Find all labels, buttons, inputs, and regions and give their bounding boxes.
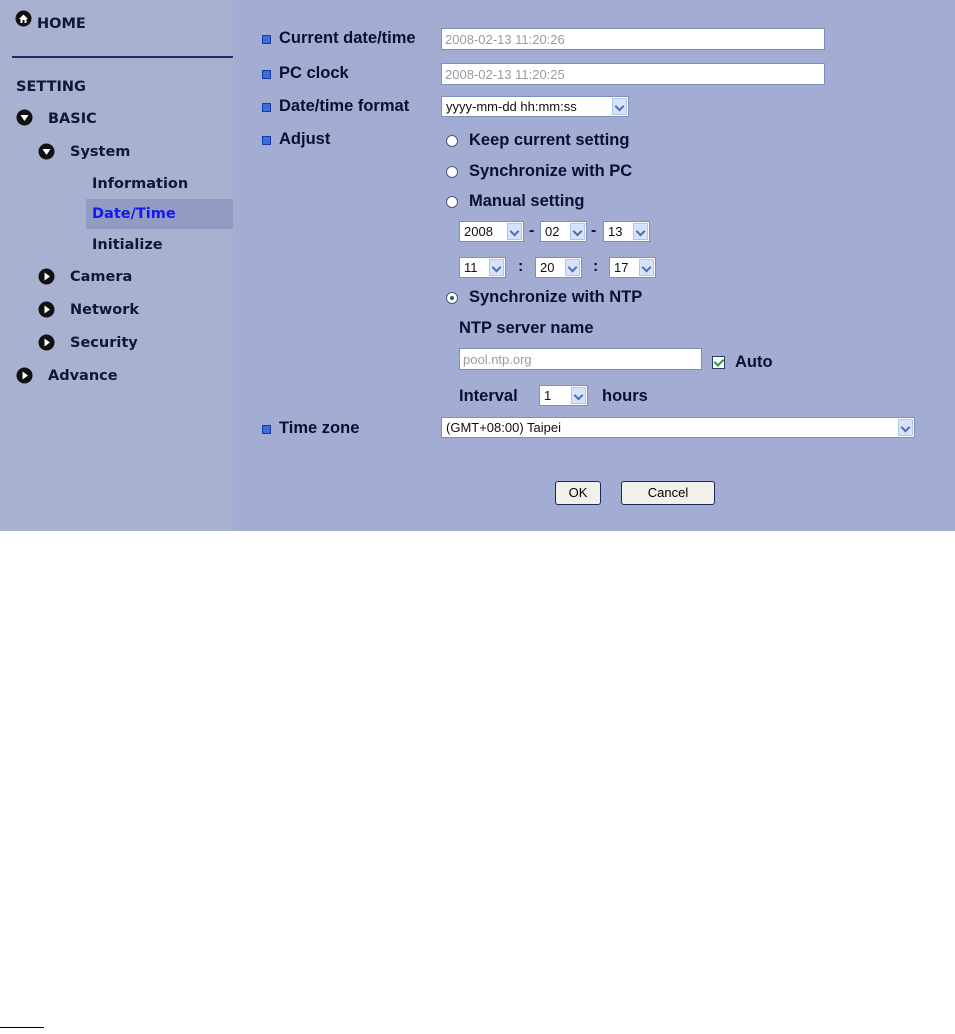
current-datetime-field: 2008-02-13 11:20:26 bbox=[441, 28, 825, 50]
current-datetime-label: Current date/time bbox=[279, 29, 416, 47]
chevron-down-icon[interactable] bbox=[570, 223, 585, 240]
sync-ntp-radio[interactable] bbox=[446, 292, 458, 304]
sync-ntp-label[interactable]: Synchronize with NTP bbox=[469, 288, 643, 306]
manual-setting-radio[interactable] bbox=[446, 196, 458, 208]
timezone-value: (GMT+08:00) Taipei bbox=[446, 420, 562, 435]
minute-value: 20 bbox=[540, 260, 555, 275]
sidebar-item-system[interactable]: System bbox=[70, 144, 131, 160]
minute-select[interactable] bbox=[535, 257, 582, 278]
expanded-arrow-icon[interactable] bbox=[38, 143, 55, 160]
sidebar-item-advance[interactable]: Advance bbox=[48, 368, 118, 384]
bullet-icon bbox=[262, 103, 271, 112]
bullet-icon bbox=[262, 35, 271, 44]
auto-label[interactable]: Auto bbox=[735, 353, 773, 371]
chevron-down-icon[interactable] bbox=[489, 259, 504, 276]
sync-pc-label[interactable]: Synchronize with PC bbox=[469, 162, 633, 180]
sidebar-divider bbox=[12, 56, 233, 58]
month-select[interactable] bbox=[540, 221, 587, 242]
chevron-down-icon[interactable] bbox=[612, 98, 627, 115]
expanded-arrow-icon[interactable] bbox=[16, 109, 33, 126]
hour-value: 11 bbox=[464, 260, 478, 275]
ok-button[interactable]: OK bbox=[555, 481, 601, 505]
interval-label: Interval bbox=[459, 387, 518, 405]
sidebar-item-basic[interactable]: BASIC bbox=[48, 111, 97, 127]
timezone-label: Time zone bbox=[279, 419, 360, 437]
year-value: 2008 bbox=[464, 224, 493, 239]
interval-select[interactable] bbox=[539, 385, 588, 406]
ntp-server-input[interactable]: pool.ntp.org bbox=[459, 348, 702, 370]
home-icon[interactable] bbox=[15, 10, 32, 27]
sidebar-item-network[interactable]: Network bbox=[70, 302, 140, 318]
timezone-select[interactable] bbox=[441, 417, 915, 438]
footnote-rule bbox=[0, 1027, 44, 1028]
ntp-server-label: NTP server name bbox=[459, 319, 594, 337]
time-separator: : bbox=[518, 258, 524, 275]
adjust-label: Adjust bbox=[279, 130, 331, 148]
pc-clock-field: 2008-02-13 11:20:25 bbox=[441, 63, 825, 85]
year-select[interactable] bbox=[459, 221, 524, 242]
cancel-button[interactable]: Cancel bbox=[621, 481, 715, 505]
interval-value: 1 bbox=[544, 388, 552, 403]
sidebar-item-security[interactable]: Security bbox=[70, 335, 138, 351]
bullet-icon bbox=[262, 136, 271, 145]
sidebar-item-initialize[interactable]: Initialize bbox=[92, 237, 163, 253]
auto-checkbox[interactable] bbox=[712, 356, 725, 369]
bullet-icon bbox=[262, 70, 271, 79]
collapsed-arrow-icon[interactable] bbox=[38, 268, 55, 285]
setting-heading: SETTING bbox=[16, 79, 86, 95]
chevron-down-icon[interactable] bbox=[898, 419, 913, 436]
time-separator: : bbox=[593, 258, 599, 275]
datetime-form bbox=[233, 0, 955, 531]
hours-label: hours bbox=[602, 387, 648, 405]
chevron-down-icon[interactable] bbox=[571, 387, 586, 404]
sync-pc-radio[interactable] bbox=[446, 166, 458, 178]
chevron-down-icon[interactable] bbox=[565, 259, 580, 276]
day-value: 13 bbox=[608, 224, 623, 239]
pc-clock-label: PC clock bbox=[279, 64, 349, 82]
date-separator: - bbox=[591, 222, 597, 239]
day-select[interactable] bbox=[603, 221, 650, 242]
month-value: 02 bbox=[545, 224, 560, 239]
chevron-down-icon[interactable] bbox=[639, 259, 654, 276]
manual-setting-label[interactable]: Manual setting bbox=[469, 192, 585, 210]
collapsed-arrow-icon[interactable] bbox=[16, 367, 33, 384]
date-separator: - bbox=[529, 222, 535, 239]
sidebar bbox=[0, 0, 233, 531]
sidebar-item-datetime[interactable]: Date/Time bbox=[92, 206, 176, 222]
hour-select[interactable] bbox=[459, 257, 506, 278]
datetime-format-value: yyyy-mm-dd hh:mm:ss bbox=[446, 99, 577, 114]
chevron-down-icon[interactable] bbox=[507, 223, 522, 240]
collapsed-arrow-icon[interactable] bbox=[38, 301, 55, 318]
sidebar-item-camera[interactable]: Camera bbox=[70, 269, 133, 285]
datetime-format-label: Date/time format bbox=[279, 97, 410, 115]
keep-current-label[interactable]: Keep current setting bbox=[469, 131, 630, 149]
second-value: 17 bbox=[614, 260, 629, 275]
datetime-format-select[interactable] bbox=[441, 96, 629, 117]
keep-current-radio[interactable] bbox=[446, 135, 458, 147]
sidebar-item-information[interactable]: Information bbox=[92, 176, 189, 192]
chevron-down-icon[interactable] bbox=[633, 223, 648, 240]
bullet-icon bbox=[262, 425, 271, 434]
second-select[interactable] bbox=[609, 257, 656, 278]
collapsed-arrow-icon[interactable] bbox=[38, 334, 55, 351]
home-link[interactable]: HOME bbox=[37, 16, 86, 32]
